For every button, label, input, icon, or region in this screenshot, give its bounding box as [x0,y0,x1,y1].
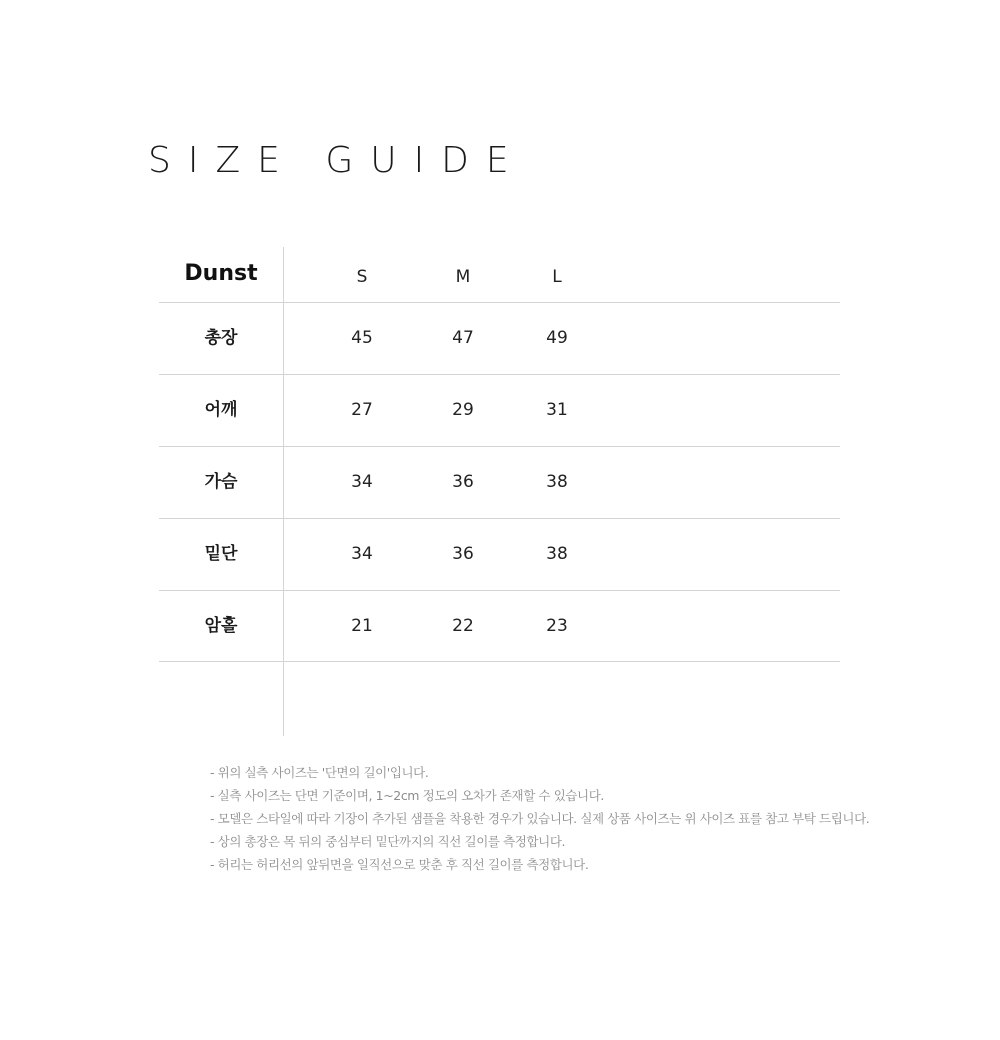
table-cell: 38 [546,472,568,492]
table-cell: 22 [452,616,474,636]
size-header-m: M [455,267,471,287]
page-title: SIZE GUIDE [148,140,526,181]
table-cell: 49 [546,328,568,348]
table-cell: 38 [546,544,568,564]
size-header-s: S [356,267,368,287]
table-cell: 36 [452,472,474,492]
note-item: - 상의 총장은 목 뒤의 중심부터 밑단까지의 직선 길이를 측정합니다. [210,834,566,849]
row-label-chest: 가슴 [204,472,238,492]
table-cell: 36 [452,544,474,564]
row-label-hem: 밑단 [204,544,238,564]
table-cell: 23 [546,616,568,636]
row-label-shoulder: 어깨 [204,400,238,420]
table-cell: 34 [351,544,373,564]
table-cell: 31 [546,400,568,420]
table-cell: 45 [351,328,373,348]
notes-list [210,761,869,876]
table-row [159,446,840,518]
table-cell: 27 [351,400,373,420]
brand-name: Dunst [184,261,258,286]
table-cell: 21 [351,616,373,636]
row-label-armhole: 암홀 [204,616,238,636]
table-cell: 34 [351,472,373,492]
table-cell: 29 [452,400,474,420]
table-row [159,518,840,590]
table-row [159,590,840,662]
row-divider [159,661,840,662]
row-label-total-length: 총장 [204,328,238,348]
size-table [159,247,840,736]
table-row [159,302,840,374]
note-item: - 허리는 허리선의 앞뒤면을 일직선으로 맞춘 후 직선 길이를 측정합니다. [210,857,589,872]
table-cell: 47 [452,328,474,348]
note-item: - 실측 사이즈는 단면 기준이며, 1~2cm 정도의 오차가 존재할 수 있습니다. [210,788,604,803]
note-item: - 모델은 스타일에 따라 기장이 추가된 샘플을 착용한 경우가 있습니다. 실제 상품 사이즈는 위 사이즈 표를 참고 부탁 드립니다. [210,811,870,826]
table-row [159,374,840,446]
note-item: - 위의 실측 사이즈는 '단면의 길이'입니다. [210,765,429,780]
size-header-l: L [552,267,562,287]
